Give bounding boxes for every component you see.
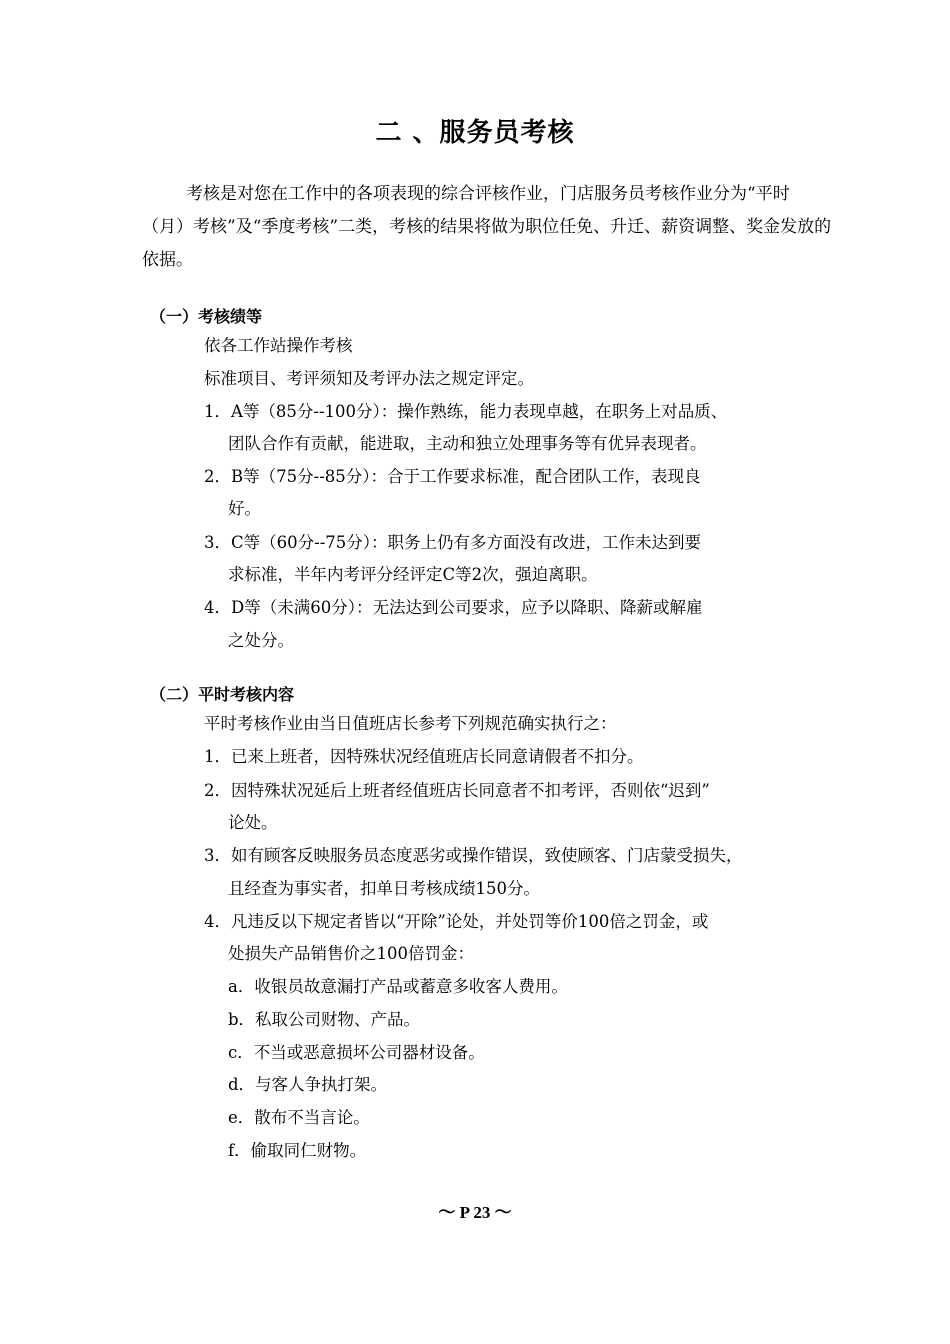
- section-text: 依各工作站操作考核: [204, 336, 353, 355]
- section-heading: （一）考核绩等: [150, 307, 263, 326]
- list-item: 2．B等（75分--85分）：合于工作要求标准，配合团队工作，表现良: [204, 467, 701, 486]
- list-item-continuation: 且经查为事实者，扣单日考核成绩150分。: [228, 879, 540, 898]
- list-item-continuation: 好。: [228, 499, 261, 518]
- list-item: 4．凡违反以下规定者皆以“开除”论处，并处罚等价100倍之罚金，或: [204, 912, 709, 931]
- list-item-continuation: 处损失产品销售价之100倍罚金：: [228, 944, 474, 963]
- list-item: 1．已来上班者，因特殊状况经值班店长同意请假者不扣分。: [204, 747, 644, 766]
- sub-list-item: f．偷取同仁财物。: [228, 1141, 367, 1160]
- list-item-continuation: 团队合作有贡献，能进取，主动和独立处理事务等有优异表现者。: [228, 434, 707, 453]
- section-text: 标准项目、考评须知及考评办法之规定评定。: [204, 369, 534, 388]
- intro-paragraph: 考核是对您在工作中的各项表现的综合评核作业，门店服务员考核作业分为“平时（月）考核”及“季度考核”二类，考核的结果将做为职位任免、升迁、薪资调整、奖金发放的依据。: [142, 184, 832, 270]
- sub-list-item: d．与客人争执打架。: [228, 1075, 388, 1094]
- page-title: 二 、服务员考核: [375, 118, 575, 148]
- sub-list-item: a．收银员故意漏打产品或蓄意多收客人费用。: [228, 977, 568, 996]
- section-heading: （二）平时考核内容: [150, 685, 295, 704]
- section-text: 平时考核作业由当日值班店长参考下列规范确实执行之：: [204, 714, 617, 733]
- list-item: 4．D等（未满60分）：无法达到公司要求，应予以降职、降薪或解雇: [204, 598, 703, 617]
- list-item-continuation: 之处分。: [228, 631, 294, 650]
- sub-list-item: e．散布不当言论。: [228, 1108, 370, 1127]
- list-item-continuation: 论处。: [228, 813, 278, 832]
- list-item: 3．如有顾客反映服务员态度恶劣或操作错误，致使顾客、门店蒙受损失，: [204, 846, 743, 865]
- sub-list-item: b．私取公司财物、产品。: [228, 1010, 421, 1029]
- list-item: 3．C等（60分--75分）：职务上仍有多方面没有改进，工作未达到要: [204, 533, 702, 552]
- list-item: 1．A等（85分--100分）：操作熟练，能力表现卓越，在职务上对品质、: [204, 402, 728, 421]
- list-item: 2．因特殊状况延后上班者经值班店长同意者不扣考评，否则依“迟到”: [204, 781, 710, 800]
- page-number: ～ P 23 ～: [438, 1203, 512, 1222]
- sub-list-item: c．不当或恶意损坏公司器材设备。: [228, 1043, 485, 1062]
- list-item-continuation: 求标准，半年内考评分经评定C等2次，强迫离职。: [228, 565, 598, 584]
